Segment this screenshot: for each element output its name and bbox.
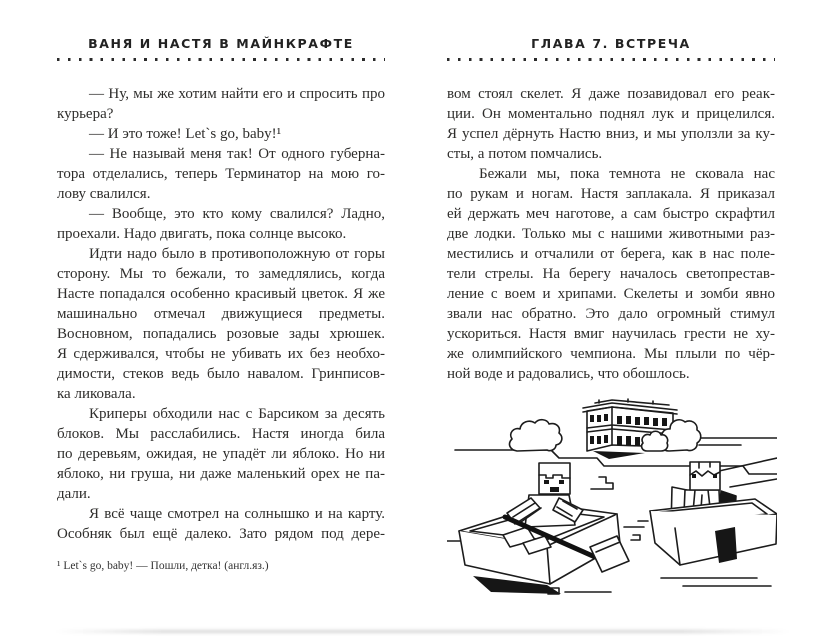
running-head-left: ВАНЯ И НАСТЯ В МАЙНКРАФТЕ xyxy=(88,36,354,51)
paragraph xyxy=(57,204,385,244)
running-head-right: ГЛАВА 7. ВСТРЕЧА xyxy=(531,36,691,51)
paragraph xyxy=(57,124,385,144)
right-page-text xyxy=(447,84,775,384)
text-line: ной воде и радовались, что обошлось. xyxy=(447,366,690,382)
text-line: тора отделались, теперь Терминатор на мою го- xyxy=(57,166,385,182)
text-line: звали нас обратно. Это дало огромный стимул xyxy=(447,306,775,322)
text-line: курьера? xyxy=(57,106,114,122)
text-line: Бежали мы, пока темнота не сковала нас xyxy=(479,166,775,182)
text-line: Криперы обходили нас с Барсиком за десять xyxy=(89,406,385,422)
text-line: Идти надо было в противоположную от горы xyxy=(89,246,385,262)
text-line: Я успел дёрнуть Настю вниз, и мы уползли за ку- xyxy=(447,126,775,142)
paragraph xyxy=(57,144,385,204)
footnote: ¹ Let`s go, baby! — Пошли, детка! (англ.яз.) xyxy=(57,560,269,572)
text-line: Восновном, попадались розовые зады хрюшек. xyxy=(57,326,385,342)
text-line: Особняк был ещё далеко. Зато рядом под дере- xyxy=(57,526,385,542)
text-line: по рукам и ногам. Настя заплакала. Я приказал xyxy=(447,186,775,202)
right-page xyxy=(447,0,775,636)
text-line: лову свалился. xyxy=(57,186,151,202)
text-line: — И это тоже! Let`s go, baby!¹ xyxy=(89,126,282,142)
text-line: ускориться. Настя вмиг научилась грести не ху- xyxy=(447,326,775,342)
paragraph xyxy=(447,84,775,164)
text-line: сты, а потом помчались. xyxy=(447,146,603,162)
left-page-text xyxy=(57,84,385,544)
text-line: блоков. Мы расслабились. Настя иногда била xyxy=(57,426,385,442)
illustration-boats xyxy=(447,395,777,610)
page-bottom-shadow xyxy=(55,630,790,633)
text-line: Я сдерживался, чтобы не убивать их без необхо- xyxy=(57,346,385,362)
text-line: же олимпийского чемпиона. Мы плыли по чёр- xyxy=(447,346,775,362)
right-boat xyxy=(638,499,777,565)
text-line: дали. xyxy=(57,486,91,502)
dotted-divider-left xyxy=(57,58,385,61)
paragraph xyxy=(57,84,385,124)
text-line: по деревьям, ожидая, не упадёт ли яблоко. Но ни xyxy=(57,446,385,462)
text-line: машинально отмечал движущиеся предметы. xyxy=(57,306,385,322)
left-page xyxy=(57,0,385,636)
paragraph xyxy=(57,244,385,404)
text-line: ции. Он моментально поднял лук и прицелился. xyxy=(447,106,775,122)
text-line: вом стоял скелет. Я даже позавидовал его реак- xyxy=(447,86,775,102)
text-line: — Вообще, это кто кому свалился? Ладно, xyxy=(89,206,385,222)
text-line: тели стрелы. На берегу началось светопрестав- xyxy=(447,266,775,282)
text-line: Насте попадался особенно красивый цветок. Я же xyxy=(57,286,385,302)
text-line: местились и отчалили от берега, как в нас поле- xyxy=(447,246,775,262)
text-line: — Не называй меня так! От одного губерна- xyxy=(89,146,385,162)
text-line: сторону. Мы то бежали, то замедлялись, когда xyxy=(57,266,385,282)
text-line: — Ну, мы же хотим найти его и спросить про xyxy=(89,86,385,102)
paragraph xyxy=(57,504,385,544)
dotted-divider-right xyxy=(447,58,775,61)
text-line: ка ликовала. xyxy=(57,386,136,402)
text-line: Я всё чаще смотрел на солнышко и на карту. xyxy=(89,506,385,522)
text-line: проехали. Надо двигать, пока солнце высоко. xyxy=(57,226,347,242)
text-line: ей держать меч наготове, а сам быстро скрафтил xyxy=(447,206,775,222)
text-line: ление с воем и хрипами. Скелеты и зомби явно xyxy=(447,286,775,302)
paragraph xyxy=(57,404,385,504)
character-vanya xyxy=(503,463,583,554)
text-line: две лодки. Только мы с нашими животными раз- xyxy=(447,226,775,242)
text-line: димости, стеков ведь было навалом. Гринписов- xyxy=(57,366,385,382)
paragraph xyxy=(447,164,775,384)
text-line: яблоко, ни груша, ни даже маленький орех не па- xyxy=(57,466,385,482)
